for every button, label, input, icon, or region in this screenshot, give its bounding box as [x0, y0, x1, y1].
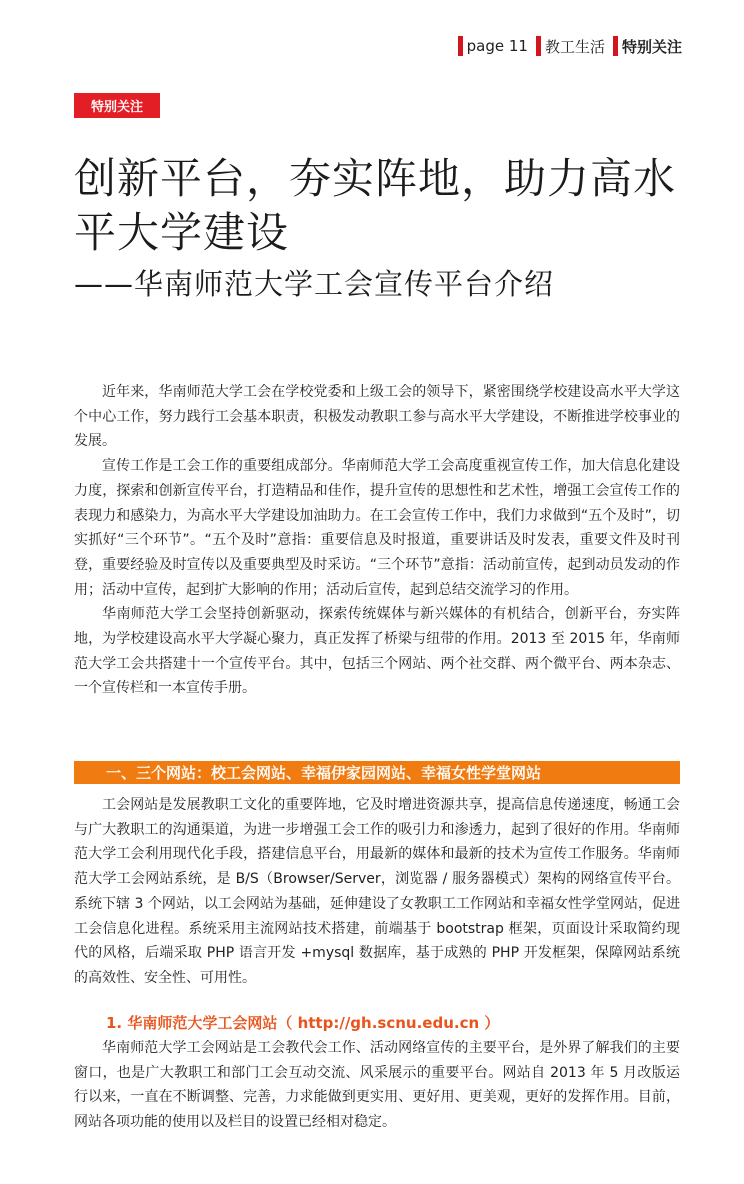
- intro-body: [74, 380, 680, 701]
- paragraph: 工会网站是发展教职工文化的重要阵地，它及时增进资源共享，提高信息传递速度，畅通工会与广大教职工的沟通渠道，为进一步增强工会工作的吸引力和渗透力，起到了很好的作用。华南师范大学工会利用现代化手段，搭建信息平台，用最新的媒体和最新的技术为宣传工作服务。华南师范大学工会网站系统，是 B/S（Browser/Server，浏览器 / 服务器模式）架构的网络宣传平台。系统下辖 3 个网站，以工会网站为基础，延伸建设了女教职工工作网站和幸福女性学堂网站，促进工会信息化进程。系统采用主流网站技术搭建，前端基于 bootstrap 框架，页面设计采取简约现代的风格，后端采取 PHP 语言开发 +mysql 数据库，基于成熟的 PHP 开发框架，保障网站系统的高效性、安全性、可用性。: [74, 797, 680, 986]
- article-title: 创新平台，夯实阵地，助力高水平大学建设: [74, 154, 677, 257]
- subsection-body: [74, 1036, 680, 1135]
- column-name: 教工生活: [544, 37, 605, 56]
- paragraph: 近年来，华南师范大学工会在学校党委和上级工会的领导下，紧密围绕学校建设高水平大学这个中心工作，努力践行工会基本职责，积极发动教职工参与高水平大学建设，不断推进学校事业的发展。: [74, 384, 680, 450]
- header-accent-bar: [613, 36, 618, 56]
- subsection-heading: 1. 华南师范大学工会网站（ http://gh.scnu.edu.cn ）: [106, 1014, 500, 1032]
- section1-body: [74, 793, 680, 991]
- paragraph: 华南师范大学工会坚持创新驱动，探索传统媒体与新兴媒体的有机结合，创新平台，夯实阵地，为学校建设高水平大学凝心聚力，真正发挥了桥梁与纽带的作用。2013 至 2015 年，华南师范大学工会共搭建十一个宣传平台。其中，包括三个网站、两个社交群、两个微平台、两本杂志、一个宣传栏和一本宣传手册。: [74, 606, 680, 697]
- article-subtitle: ——华南师范大学工会宣传平台介绍: [74, 267, 555, 301]
- header-accent-bar: [458, 36, 463, 56]
- section-tag: 特别关注: [74, 93, 160, 118]
- section-heading: 一、三个网站：校工会网站、幸福伊家园网站、幸福女性学堂网站: [74, 761, 680, 784]
- header-accent-bar: [536, 36, 541, 56]
- page-number: page 11: [466, 37, 528, 55]
- section-name: 特别关注: [621, 37, 682, 56]
- page-header: [458, 34, 682, 58]
- paragraph: 宣传工作是工会工作的重要组成部分。华南师范大学工会高度重视宣传工作，加大信息化建设力度，探索和创新宣传平台，打造精品和佳作，提升宣传的思想性和艺术性，增强工会宣传工作的表现力和感染力，为高水平大学建设加油助力。在工会宣传工作中，我们力求做到“五个及时”，切实抓好“三个环节”。“五个及时”意指：重要信息及时报道，重要讲话及时发表，重要文件及时刊登，重要经验及时宣传以及重要典型及时采访。“三个环节”意指：活动前宣传，起到动员发动的作用；活动中宣传，起到扩大影响的作用；活动后宣传，起到总结交流学习的作用。: [74, 458, 680, 598]
- paragraph: 华南师范大学工会网站是工会教代会工作、活动网络宣传的主要平台，是外界了解我们的主要窗口，也是广大教职工和部门工会互动交流、风采展示的重要平台。网站自 2013 年 5 月改版运行以来，一直在不断调整、完善，力求能做到更实用、更好用、更美观，更好的发挥作用。目前，网站各项功能的使用以及栏目的设置已经相对稳定。: [74, 1040, 680, 1131]
